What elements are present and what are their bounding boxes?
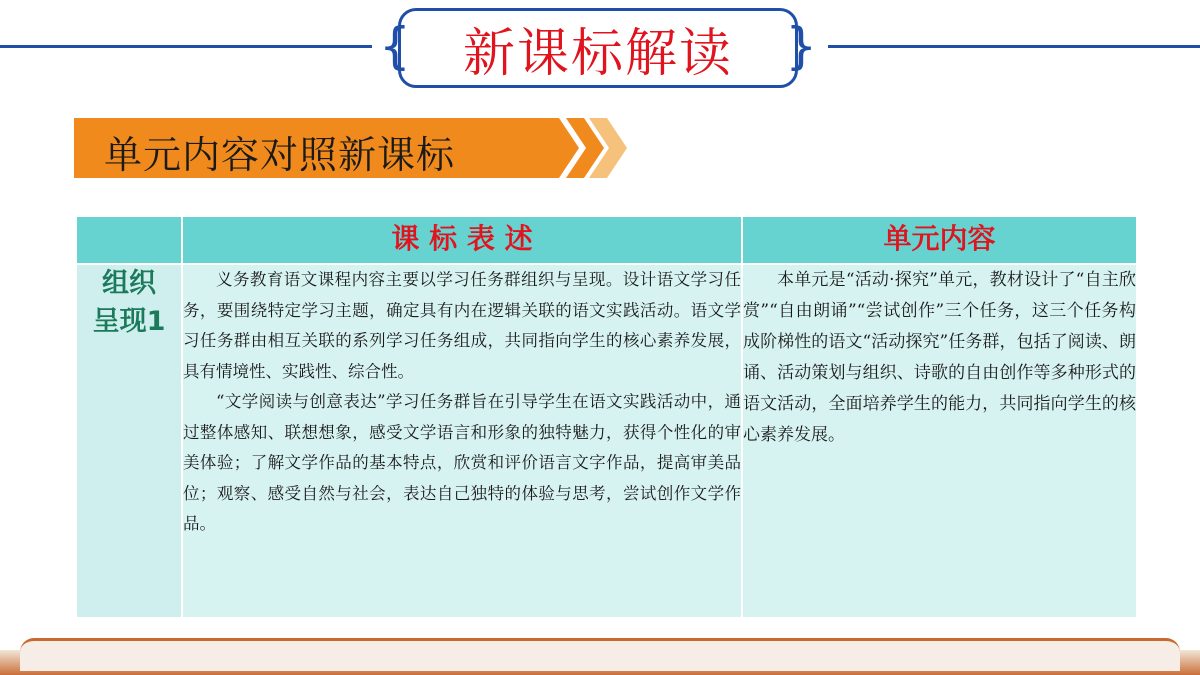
unit-paragraph: 本单元是“活动·探究”单元，教材设计了“自主欣赏”“自由朗诵”“尝试创作”三个任务，这三个任务构成阶梯性的语文“活动探究”任务群，包括了阅读、朗诵、活动策划与组织、诗歌的自由创作等多种形式的语文活动，全面培养学生的能力，共同指向学生的核心素养发展。 (743, 270, 1136, 445)
standard-paragraph-1: 义务教育语文课程内容主要以学习任务群组织与呈现。设计语文学习任务，要围绕特定学习主题，确定具有内在逻辑关联的语文实践活动。语文学习任务群由相互关联的系列学习任务组成，共同指向学生的核心素养发展，具有情境性、实践性、综合性。 (183, 270, 741, 381)
comparison-table (75, 215, 1138, 619)
standard-cell (182, 264, 742, 618)
row-label (76, 264, 182, 618)
left-brace-icon: { (379, 17, 411, 75)
section-banner (74, 118, 634, 178)
table-header-row (76, 216, 1137, 264)
header-blank-cell (76, 216, 182, 264)
row-label-text: 组织 呈现1 (92, 268, 166, 337)
header-line-left (0, 45, 372, 48)
header-unit-content: 单元内容 (742, 216, 1137, 264)
title-badge (379, 8, 817, 88)
page-title: 新课标解读 (462, 23, 733, 84)
header-standard: 课 标 表 述 (182, 216, 742, 264)
header-line-right (828, 45, 1200, 48)
bottom-decoration-cap (20, 638, 1180, 671)
standard-paragraph-2: “文学阅读与创意表达”学习任务群旨在引导学生在语文实践活动中，通过整体感知、联想想象，感受文学语言和形象的独特魅力，获得个性化的审美体验；了解文学作品的基本特点，欣赏和评价语言文字作品，提高审美品位；观察、感受自然与社会，表达自己独特的体验与思考，尝试创作文学作品。 (183, 392, 741, 533)
table-row (76, 264, 1137, 618)
section-title: 单元内容对照新课标 (104, 133, 456, 177)
unit-content-cell (742, 264, 1137, 618)
right-brace-icon: } (785, 17, 817, 75)
